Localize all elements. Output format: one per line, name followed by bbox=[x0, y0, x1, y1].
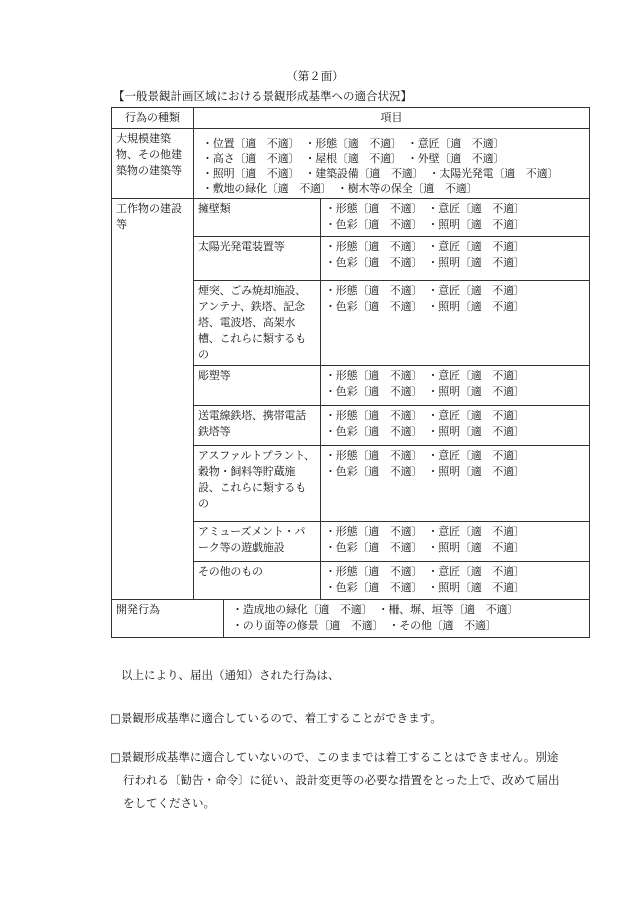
option-line: ・造成地の緑化〔適 不適〕 ・柵、塀、垣等〔適 不適〕 bbox=[232, 603, 519, 616]
option-line: ・敷地の緑化〔適 不適〕 ・樹木等の保全〔適 不適〕 bbox=[202, 182, 478, 195]
structure-items bbox=[321, 199, 590, 237]
option-line: ・形態〔適 不適〕 ・意匠〔適 不適〕 bbox=[325, 284, 525, 297]
option-line: ・高さ〔適 不適〕 ・屋根〔適 不適〕 ・外壁〔適 不適〕 bbox=[202, 152, 505, 165]
structures-label: 工作物の建設等 bbox=[112, 199, 194, 600]
option-line: ・形態〔適 不適〕 ・意匠〔適 不適〕 bbox=[325, 449, 525, 462]
option-line: ・色彩〔適 不適〕 ・照明〔適 不適〕 bbox=[325, 218, 525, 231]
table-header-row bbox=[112, 108, 590, 129]
option-compliant-text: □景観形成基準に適合しているので、着工することができます。 bbox=[110, 711, 442, 725]
option-line: ・照明〔適 不適〕 ・建築設備〔適 不適〕 ・太陽光発電〔適 不適〕 bbox=[202, 167, 559, 180]
conclusion-text: 以上により、届出（通知）された行為は、 bbox=[121, 668, 340, 682]
option-noncompliant-line: 行われる〔勧告・命令〕に従い、設計変更等の必要な措置をとった上で、改めて届出 bbox=[123, 773, 560, 787]
structure-items bbox=[321, 446, 590, 522]
structure-items bbox=[321, 522, 590, 562]
structure-items bbox=[321, 237, 590, 281]
option-compliant bbox=[110, 707, 442, 730]
development-row bbox=[112, 600, 590, 638]
option-line: ・のり面等の修景〔適 不適〕 ・その他〔適 不適〕 bbox=[232, 619, 497, 632]
structure-type-name: 煙突、ごみ焼却施設、アンテナ、鉄塔、記念塔、電波塔、高架水槽、これらに類するもの bbox=[194, 281, 321, 366]
option-line: ・色彩〔適 不適〕 ・照明〔適 不適〕 bbox=[325, 425, 525, 438]
structure-type-name: アミューズメント・パーク等の遊戯施設 bbox=[194, 522, 321, 562]
option-line: ・色彩〔適 不適〕 ・照明〔適 不適〕 bbox=[325, 581, 525, 594]
option-noncompliant-line: □景観形成基準に適合していないので、このままでは着工することはできません。別途 bbox=[110, 750, 559, 764]
option-line: ・形態〔適 不適〕 ・意匠〔適 不適〕 bbox=[325, 369, 525, 382]
option-line: ・形態〔適 不適〕 ・意匠〔適 不適〕 bbox=[325, 565, 525, 578]
large-building-label: 大規模建築物、その他建築物の建築等 bbox=[112, 129, 194, 199]
development-items bbox=[224, 600, 590, 638]
page-number: （第２面） bbox=[286, 69, 344, 83]
option-noncompliant-line: をしてください。 bbox=[123, 796, 215, 810]
structure-items bbox=[321, 281, 590, 366]
structure-type-name: 送電線鉄塔、携帯電話鉄塔等 bbox=[194, 406, 321, 446]
option-line: ・形態〔適 不適〕 ・意匠〔適 不適〕 bbox=[325, 240, 525, 253]
option-line: ・色彩〔適 不適〕 ・照明〔適 不適〕 bbox=[325, 385, 525, 398]
structure-items bbox=[321, 366, 590, 406]
compliance-table bbox=[111, 107, 590, 638]
option-line: ・色彩〔適 不適〕 ・照明〔適 不適〕 bbox=[325, 300, 525, 313]
structure-type-name: 彫塑等 bbox=[194, 366, 321, 406]
structure-row bbox=[112, 199, 590, 237]
structure-type-name: その他のもの bbox=[194, 562, 321, 600]
header-action-type: 行為の種類 bbox=[112, 108, 194, 129]
option-noncompliant bbox=[110, 746, 560, 815]
development-label: 開発行為 bbox=[112, 600, 224, 638]
structure-type-name: 太陽光発電装置等 bbox=[194, 237, 321, 281]
option-line: ・形態〔適 不適〕 ・意匠〔適 不適〕 bbox=[325, 202, 525, 215]
section-title: 【一般景観計画区域における景観形成基準への適合状況】 bbox=[113, 89, 412, 103]
option-line: ・色彩〔適 不適〕 ・照明〔適 不適〕 bbox=[325, 465, 525, 478]
structure-items bbox=[321, 562, 590, 600]
option-line: ・色彩〔適 不適〕 ・照明〔適 不適〕 bbox=[325, 541, 525, 554]
structure-type-name: 擁壁類 bbox=[194, 199, 321, 237]
option-line: ・形態〔適 不適〕 ・意匠〔適 不適〕 bbox=[325, 525, 525, 538]
large-building-row bbox=[112, 129, 590, 199]
structure-items bbox=[321, 406, 590, 446]
structure-type-name: アスファルトプラント、穀物・飼料等貯蔵施設、これらに類するもの bbox=[194, 446, 321, 522]
option-line: ・位置〔適 不適〕 ・形態〔適 不適〕 ・意匠〔適 不適〕 bbox=[202, 137, 505, 150]
large-building-items bbox=[194, 129, 590, 199]
header-item: 項目 bbox=[194, 108, 590, 129]
option-line: ・形態〔適 不適〕 ・意匠〔適 不適〕 bbox=[325, 409, 525, 422]
option-line: ・色彩〔適 不適〕 ・照明〔適 不適〕 bbox=[325, 256, 525, 269]
